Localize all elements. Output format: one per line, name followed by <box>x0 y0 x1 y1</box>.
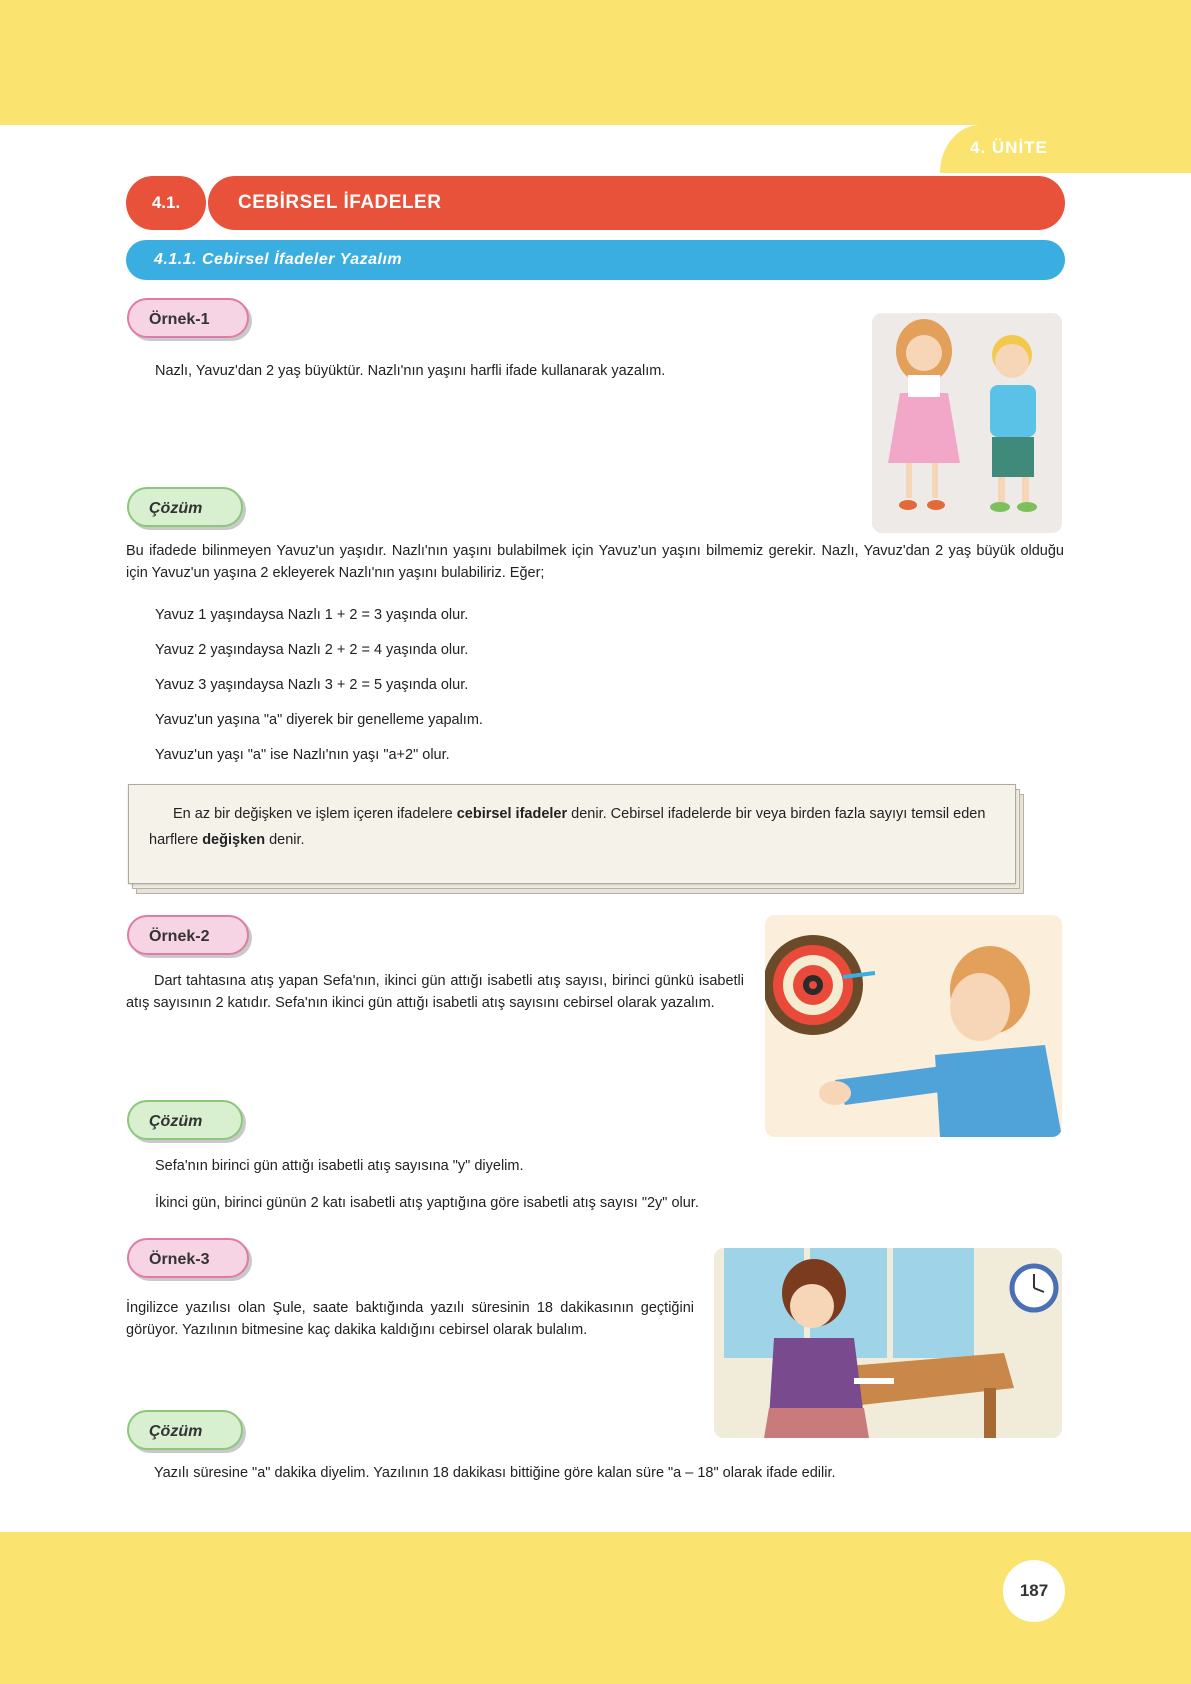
example-3-solution-label: Çözüm <box>127 1410 243 1450</box>
example-1-solution-intro: Bu ifadede bilinmeyen Yavuz'un yaşıdır. Nazlı'nın yaşını bulabilmek için Yavuz'un yaşını bilmemiz gerekir. Nazlı, Yavuz'dan 2 yaş büyük olduğu için Yavuz'un yaşına 2 ekleyerek Nazlı'nın yaşını bulabiliriz. Eğer; <box>126 543 1064 581</box>
exam-drawing <box>714 1248 1062 1438</box>
children-drawing <box>872 313 1062 533</box>
definition-term: değişken <box>202 832 266 848</box>
example-3-solution: Yazılı süresine "a" dakika diyelim. Yazılının 18 dakikası bittiğine göre kalan süre "a – 18" olarak ifade edilir. <box>154 1465 836 1481</box>
subsection-title: 4.1.1. Cebirsel İfadeler Yazalım <box>126 240 1065 280</box>
paper-layer <box>128 784 1016 884</box>
dart-illustration <box>765 915 1062 1137</box>
section-title: CEBİRSEL İFADELER <box>208 176 1065 230</box>
example-1-line-2: Yavuz 2 yaşındaysa Nazlı 2 + 2 = 4 yaşında olur. <box>155 642 469 658</box>
example-2-solution-label: Çözüm <box>127 1100 243 1140</box>
definition-part: denir. <box>265 832 305 848</box>
definition-part: En az bir değişken ve işlem içeren ifadelere <box>173 806 457 822</box>
example-3-label: Örnek-3 <box>127 1238 249 1278</box>
unit-label: 4. ÜNİTE <box>970 138 1048 157</box>
definition-term: cebirsel ifadeler <box>456 806 568 822</box>
definition-box <box>128 784 1026 894</box>
example-1-line-5: Yavuz'un yaşı "a" ise Nazlı'nın yaşı "a+2" olur. <box>155 747 450 763</box>
example-2-text: Dart tahtasına atış yapan Sefa'nın, ikinci gün attığı isabetli atış sayısı, birinci günkü isabetli atış sayısının 2 katıdır. Sefa'nın ikinci gün attığı isabetli atış sayısını cebirsel olarak yazalım. <box>126 973 744 1011</box>
exam-illustration <box>714 1248 1062 1438</box>
section-header <box>126 176 1065 230</box>
example-1-line-4: Yavuz'un yaşına "a" diyerek bir genelleme yapalım. <box>155 712 483 728</box>
definition-text <box>149 801 999 853</box>
example-1-label: Örnek-1 <box>127 298 249 338</box>
example-1-text: Nazlı, Yavuz'dan 2 yaş büyüktür. Nazlı'nın yaşını harfli ifade kullanarak yazalım. <box>155 363 666 379</box>
section-number: 4.1. <box>126 176 206 230</box>
dart-drawing <box>765 915 1062 1137</box>
example-1-line-1: Yavuz 1 yaşındaysa Nazlı 1 + 2 = 3 yaşında olur. <box>155 607 469 623</box>
children-illustration <box>872 313 1062 533</box>
example-1-line-3: Yavuz 3 yaşındaysa Nazlı 3 + 2 = 5 yaşında olur. <box>155 677 469 693</box>
definition-part: denir. Cebirsel ifadelerde bir veya birden fazla sayıyı temsil eden harflere <box>149 806 986 848</box>
top-yellow-band <box>0 0 1191 125</box>
example-2-line-1: Sefa'nın birinci gün attığı isabetli atış sayısına "y" diyelim. <box>155 1158 524 1174</box>
page-number: 187 <box>1003 1560 1065 1622</box>
example-1-solution-label: Çözüm <box>127 487 243 527</box>
example-2-line-2: İkinci gün, birinci günün 2 katı isabetli atış yaptığına göre isabetli atış sayısı "2y" olur. <box>155 1195 699 1211</box>
example-2-label: Örnek-2 <box>127 915 249 955</box>
example-3-text: İngilizce yazılısı olan Şule, saate baktığında yazılı süresinin 18 dakikasının geçtiğini görüyor. Yazılının bitmesine kaç dakika kaldığını cebirsel olarak bulalım. <box>126 1300 694 1338</box>
